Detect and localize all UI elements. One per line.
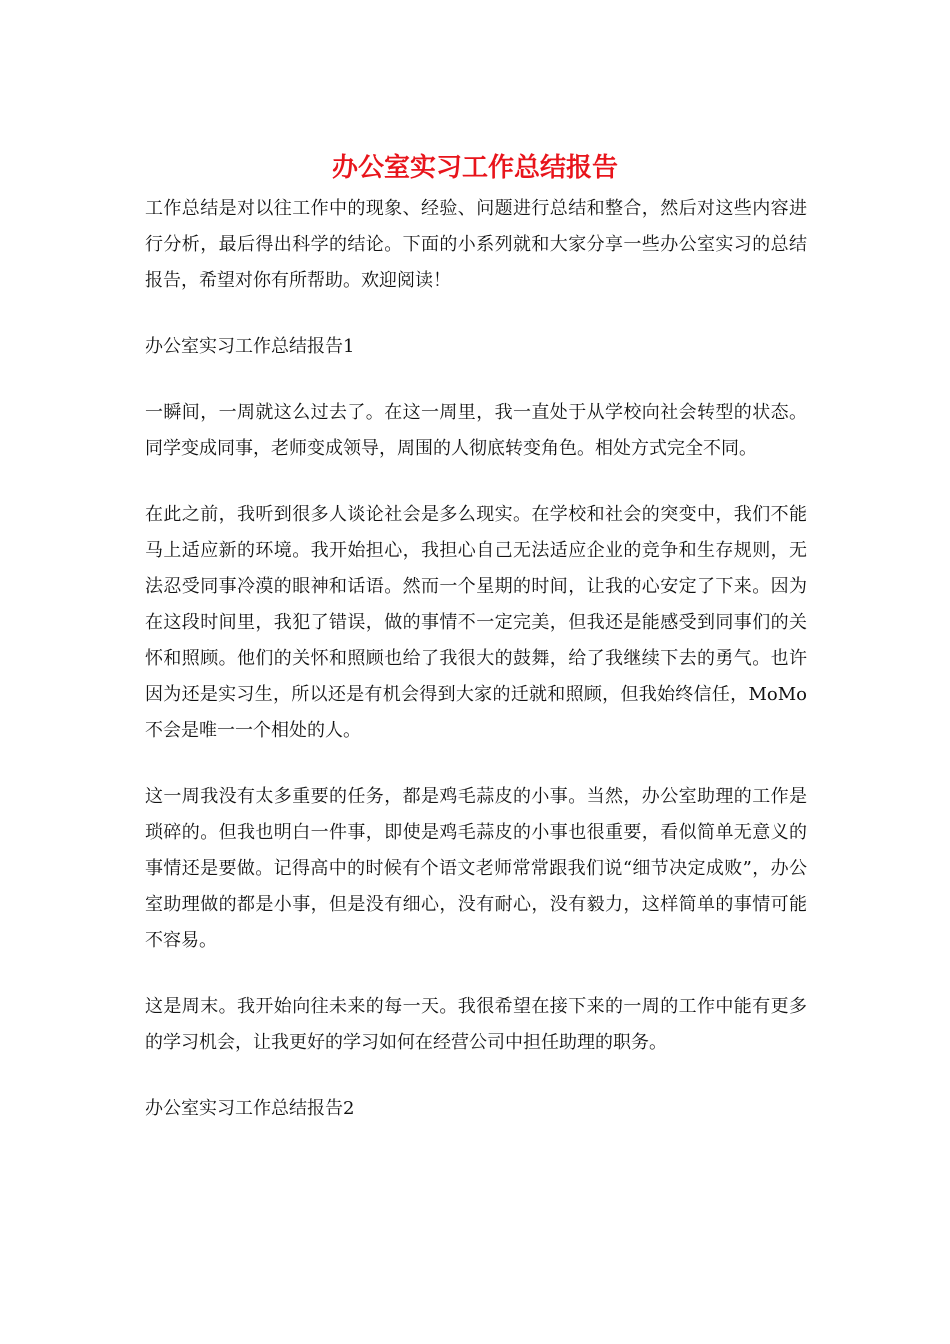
section-heading-2: 办公室实习工作总结报告2 — [145, 1098, 355, 1119]
paragraph-3: 这一周我没有太多重要的任务，都是鸡毛蒜皮的小事。当然，办公室助理的工作是琐碎的。但我也明白一件事，即使是鸡毛蒜皮的小事也很重要，看似简单无意义的事情还是要做。记得高中的时候有个语文老师常常跟我们说“细节决定成败”，办公室助理做的都是小事，但是没有细心，没有耐心，没有毅力，这样简单的事情可能不容易。 — [145, 786, 807, 951]
paragraph-4: 这是周末。我开始向往未来的每一天。我很希望在接下来的一周的工作中能有更多的学习机会，让我更好的学习如何在经营公司中担任助理的职务。 — [145, 996, 807, 1053]
section-heading-1: 办公室实习工作总结报告1 — [145, 336, 355, 357]
document-body — [145, 191, 807, 1157]
paragraph-1: 一瞬间，一周就这么过去了。在这一周里，我一直处于从学校向社会转型的状态。同学变成同事，老师变成领导，周围的人彻底转变角色。相处方式完全不同。 — [145, 402, 807, 459]
intro-paragraph: 工作总结是对以往工作中的现象、经验、问题进行总结和整合，然后对这些内容进行分析，最后得出科学的结论。下面的小系列就和大家分享一些办公室实习的总结报告，希望对你有所帮助。欢迎阅读！ — [145, 198, 807, 291]
paragraph-2: 在此之前，我听到很多人谈论社会是多么现实。在学校和社会的突变中，我们不能马上适应新的环境。我开始担心，我担心自己无法适应企业的竞争和生存规则，无法忍受同事冷漠的眼神和话语。然而一个星期的时间，让我的心安定了下来。因为在这段时间里，我犯了错误，做的事情不一定完美，但我还是能感受到同事们的关怀和照顾。他们的关怀和照顾也给了我很大的鼓舞，给了我继续下去的勇气。也许因为还是实习生，所以还是有机会得到大家的迁就和照顾，但我始终信任，MoMo不会是唯一一个相处的人。 — [145, 504, 807, 741]
document-title: 办公室实习工作总结报告 — [331, 153, 618, 183]
